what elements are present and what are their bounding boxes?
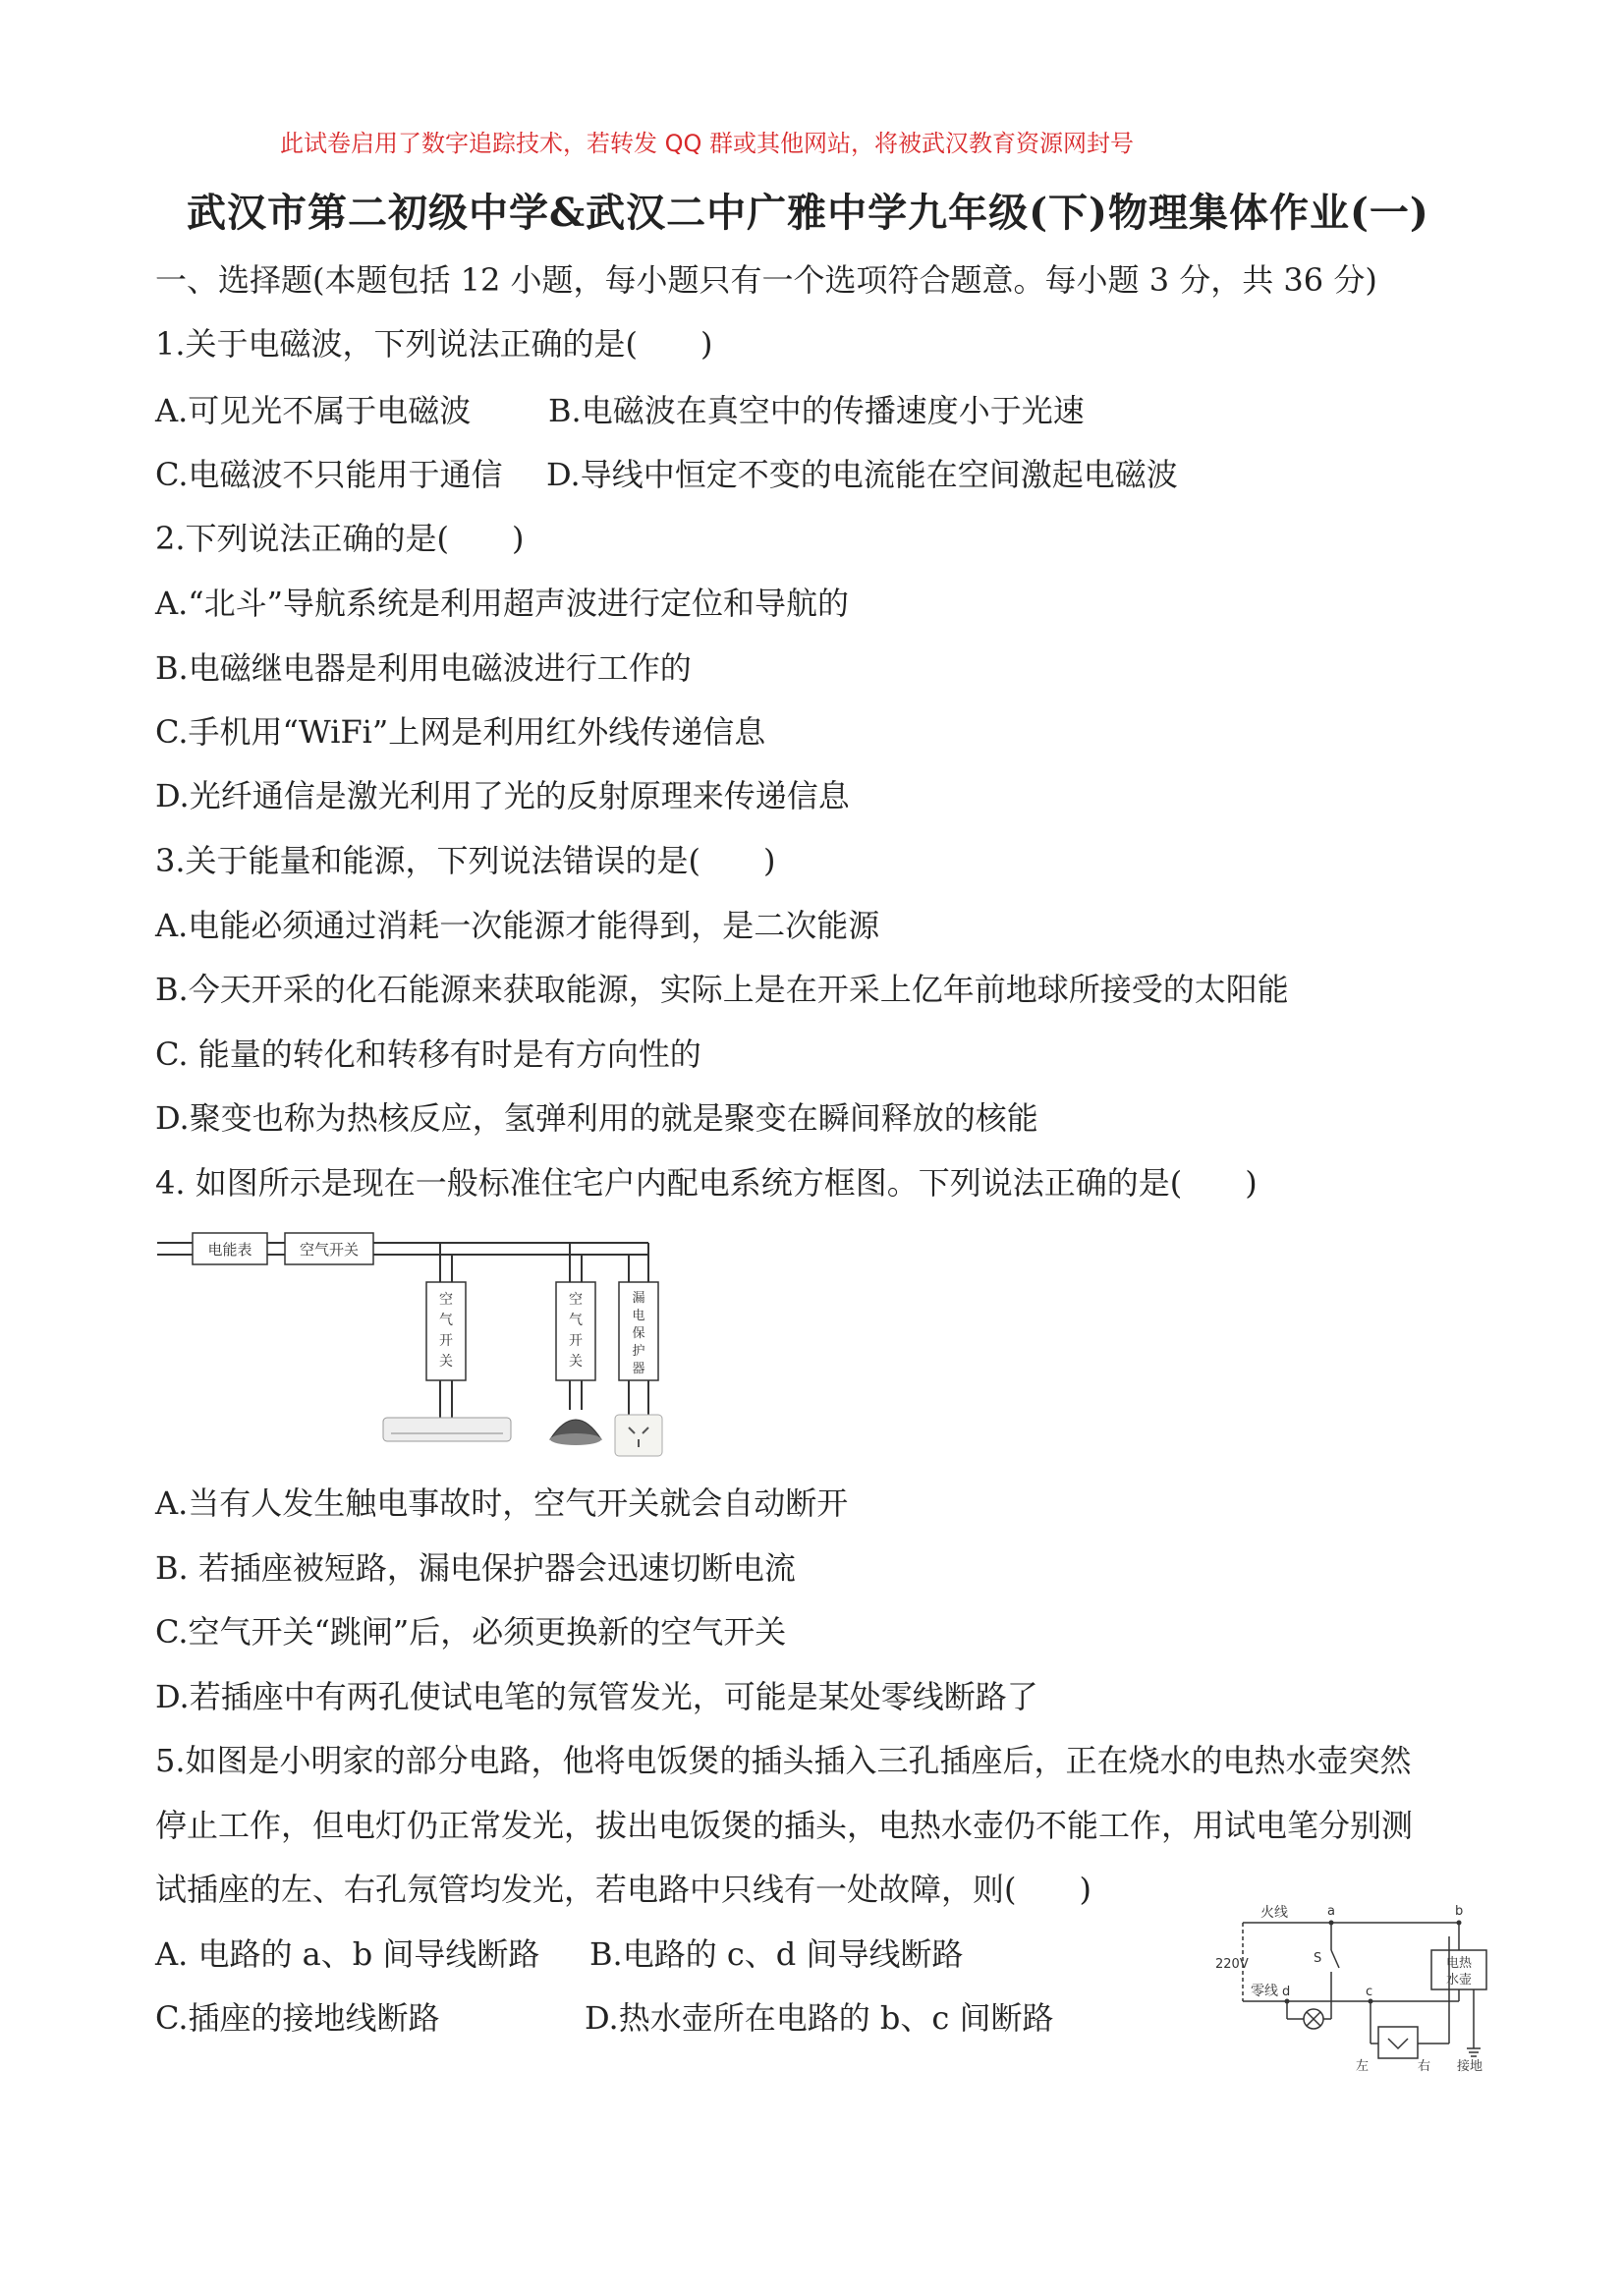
page-title: 武汉市第二初级中学&武汉二中广雅中学九年级(下)物理集体作业(一) xyxy=(187,190,1429,236)
q3-option-b: B.今天开采的化石能源来获取能源，实际上是在开采上亿年前地球所接受的太阳能 xyxy=(155,971,1289,1008)
branch3-char: 护 xyxy=(632,1344,645,1359)
voltage-label: 220V xyxy=(1215,1957,1249,1972)
q2-stem: 2.下列说法正确的是( ) xyxy=(155,520,525,557)
node-c-label: c xyxy=(1366,1985,1373,1999)
q3-option-c: C. 能量的转化和转移有时是有方向性的 xyxy=(155,1036,701,1073)
q2-option-b: B.电磁继电器是利用电磁波进行工作的 xyxy=(155,649,692,687)
q2-option-a: A.“北斗”导航系统是利用超声波进行定位和导航的 xyxy=(155,585,850,622)
branch2-char: 空 xyxy=(569,1292,583,1308)
q5-stem-line-1: 5.如图是小明家的部分电路，他将电饭煲的插头插入三孔插座后，正在烧水的电热水壶突然 xyxy=(155,1742,1412,1779)
q5-stem-line-3: 试插座的左、右孔氖管均发光，若电路中只线有一处故障，则( ) xyxy=(155,1871,1091,1908)
q1-option-d: D.导线中恒定不变的电流能在空间激起电磁波 xyxy=(546,456,1178,493)
branch2-char: 关 xyxy=(569,1354,583,1370)
meter-label: 电能表 xyxy=(207,1241,252,1259)
branch2-char: 开 xyxy=(569,1333,583,1349)
q5-stem-line-2: 停止工作，但电灯仍正常发光，拔出电饭煲的插头，电热水壶仍不能工作，用试电笔分别测 xyxy=(155,1807,1414,1844)
node-a-label: a xyxy=(1327,1904,1335,1919)
branch1-char: 空 xyxy=(439,1292,453,1308)
branch3-char: 器 xyxy=(632,1362,645,1376)
switch-label: S xyxy=(1314,1951,1322,1966)
q3-option-d: D.聚变也称为热核反应，氢弹利用的就是聚变在瞬间释放的核能 xyxy=(155,1099,1038,1137)
branch1-char: 气 xyxy=(439,1313,453,1328)
section-heading: 一、选择题(本题包括 12 小题，每小题只有一个选项符合题意。每小题 3 分，共 36 分) xyxy=(155,261,1377,299)
q1-option-a: A.可见光不属于电磁波 xyxy=(155,392,472,429)
main-switch-label: 空气开关 xyxy=(299,1241,360,1259)
socket-right-label: 右 xyxy=(1418,2059,1431,2073)
branch3-char: 漏 xyxy=(632,1291,645,1306)
lamp-icon xyxy=(550,1420,601,1445)
live-wire-label: 火线 xyxy=(1260,1905,1288,1921)
q5-option-a: A. 电路的 a、b 间导线断路 xyxy=(155,1935,540,1973)
branch1-char: 关 xyxy=(439,1354,453,1370)
q3-stem: 3.关于能量和能源，下列说法错误的是( ) xyxy=(155,842,776,879)
q5-option-d: D.热水壶所在电路的 b、c 间断路 xyxy=(585,1999,1054,2037)
branch3-char: 电 xyxy=(632,1309,645,1323)
ground-label: 接地 xyxy=(1457,2059,1483,2073)
branch3-char: 保 xyxy=(632,1326,645,1341)
q5-option-b: B.电路的 c、d 间导线断路 xyxy=(589,1935,964,1973)
branch1-char: 开 xyxy=(439,1333,453,1349)
q4-option-a: A.当有人发生触电事故时，空气开关就会自动断开 xyxy=(155,1484,849,1522)
q1-option-b: B.电磁波在真空中的传播速度小于光速 xyxy=(548,392,1085,429)
copyright-notice: 此试卷启用了数字追踪技术，若转发 QQ 群或其他网站，将被武汉教育资源网封号 xyxy=(280,130,1135,157)
q4-option-c: C.空气开关“跳闸”后，必须更换新的空气开关 xyxy=(155,1613,787,1651)
q2-option-d: D.光纤通信是激光利用了光的反射原理来传递信息 xyxy=(155,777,850,814)
node-b-label: b xyxy=(1455,1904,1464,1919)
q4-option-d: D.若插座中有两孔使试电笔的氖管发光，可能是某处零线断路了 xyxy=(155,1678,1038,1715)
q4-option-b: B. 若插座被短路，漏电保护器会迅速切断电流 xyxy=(155,1549,796,1587)
socket-icon xyxy=(615,1415,662,1456)
q3-option-a: A.电能必须通过消耗一次能源才能得到，是二次能源 xyxy=(155,907,880,944)
branch2-char: 气 xyxy=(569,1313,583,1328)
air-conditioner-icon xyxy=(383,1418,511,1441)
q5-circuit-diagram xyxy=(1213,1901,1488,2073)
kettle-label: 电热 xyxy=(1445,1956,1473,1971)
q4-distribution-diagram xyxy=(157,1223,707,1459)
socket-left-label: 左 xyxy=(1356,2059,1370,2073)
q1-option-c: C.电磁波不只能用于通信 xyxy=(155,456,503,493)
q5-option-c: C.插座的接地线断路 xyxy=(155,1999,440,2037)
node-d-label: d xyxy=(1282,1985,1291,1999)
q1-stem: 1.关于电磁波，下列说法正确的是( ) xyxy=(155,325,713,363)
neutral-wire-label: 零线 xyxy=(1251,1984,1278,1999)
q2-option-c: C.手机用“WiFi”上网是利用红外线传递信息 xyxy=(155,713,766,751)
q4-stem: 4. 如图所示是现在一般标准住宅户内配电系统方框图。下列说法正确的是( ) xyxy=(155,1164,1258,1202)
kettle-label: 水壶 xyxy=(1445,1973,1473,1988)
